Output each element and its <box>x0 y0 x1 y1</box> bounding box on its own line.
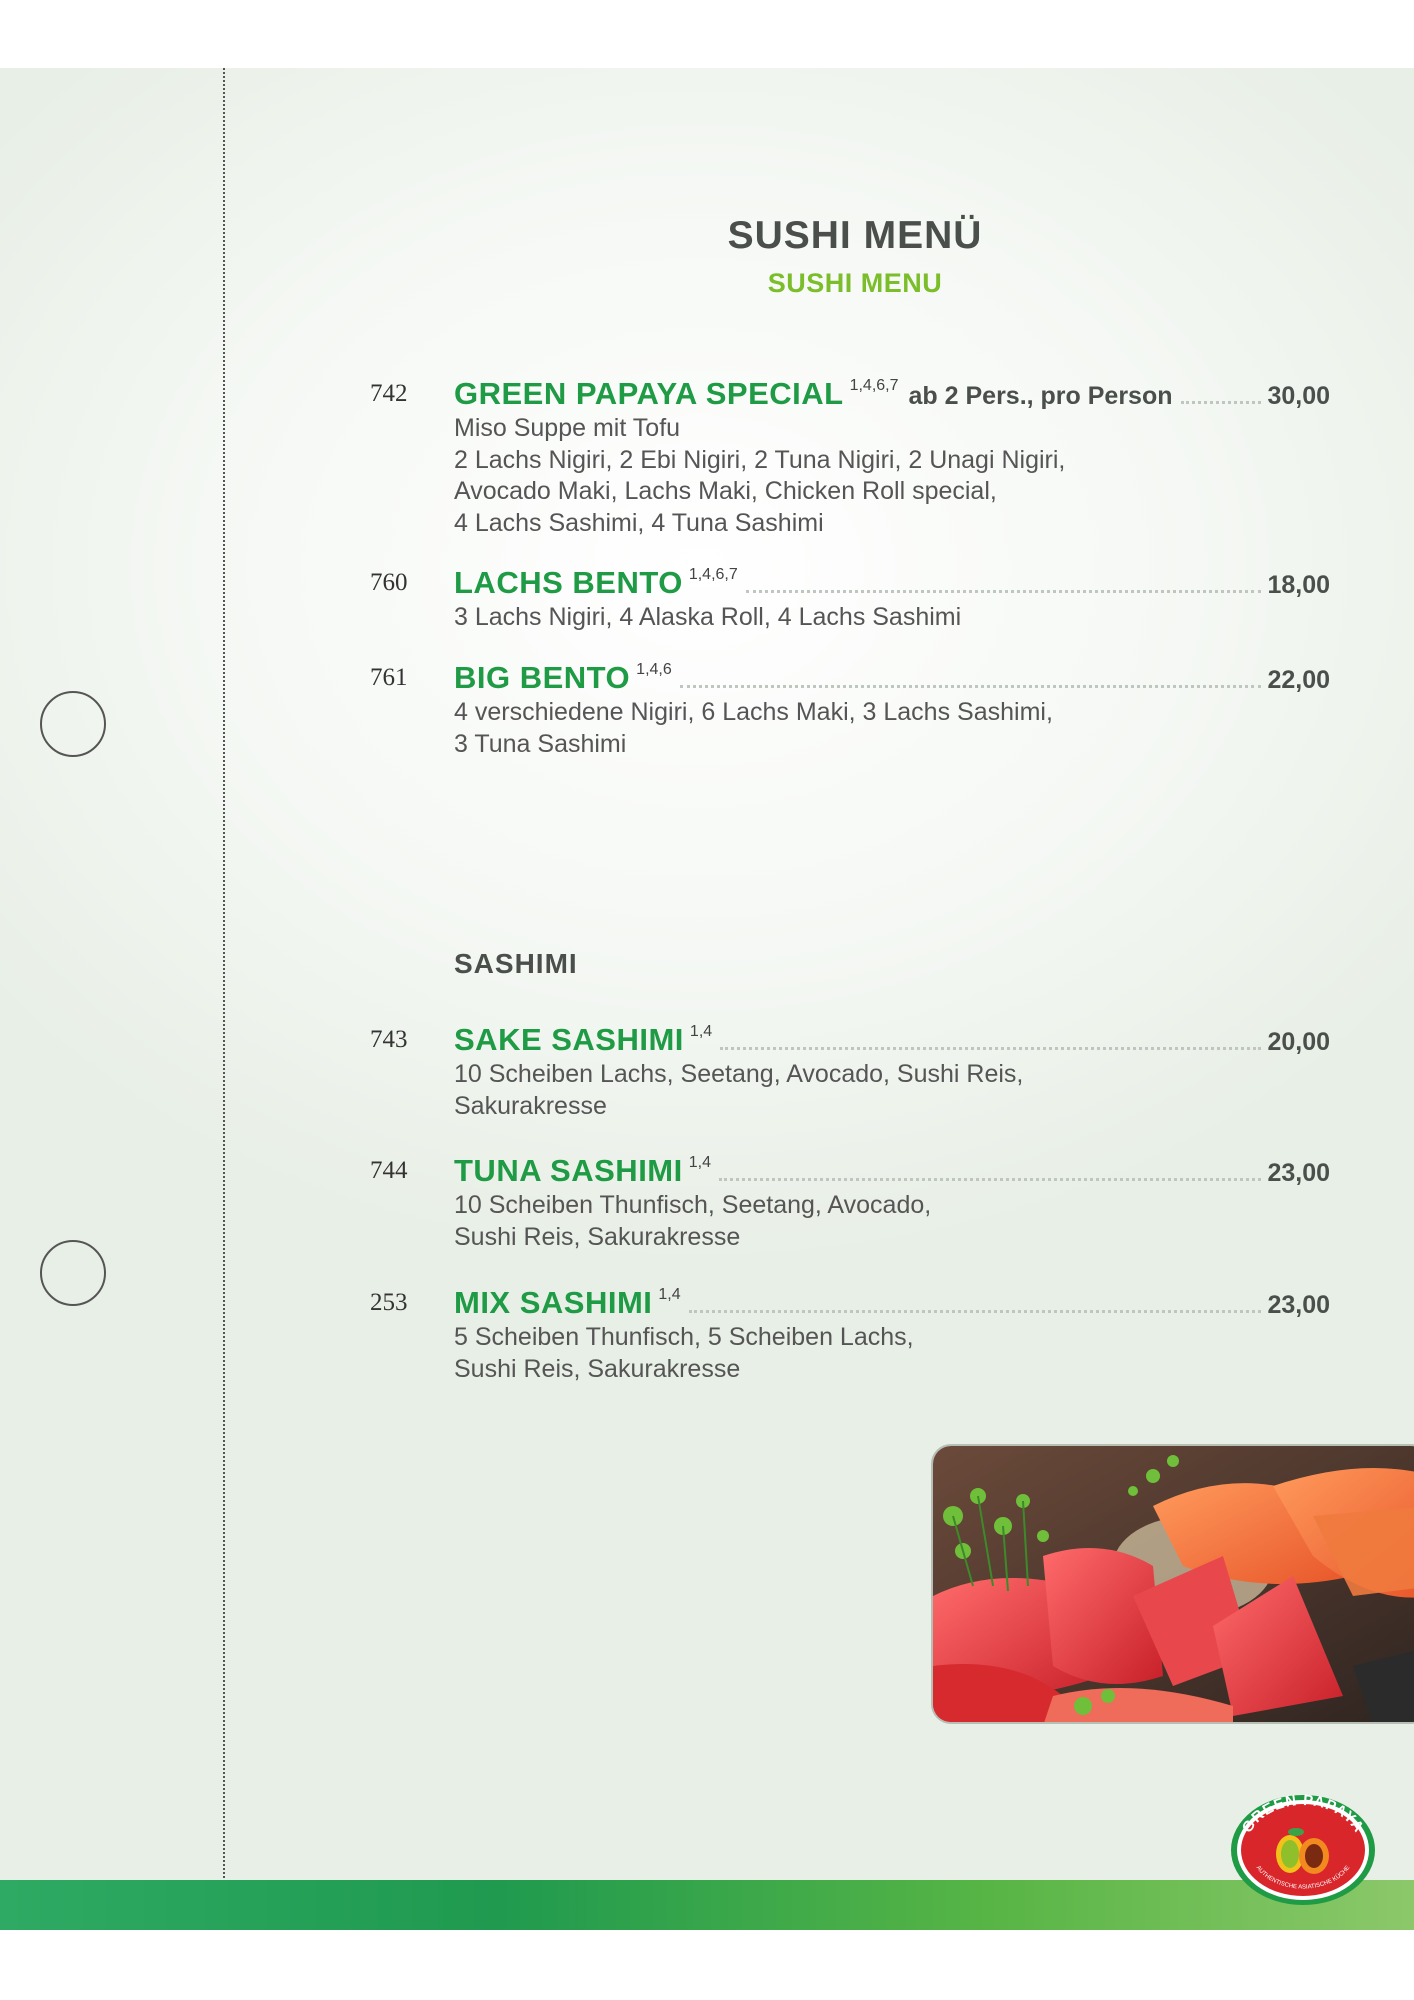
item-description: 10 Scheiben Lachs, Seetang, Avocado, Sushi Reis, Sakurakresse <box>454 1060 1024 1120</box>
item-number: 744 <box>370 1157 408 1184</box>
item-name: BIG BENTO <box>454 660 631 695</box>
footer-green-band <box>0 1880 1414 1930</box>
page-subtitle: SUSHI MENU <box>767 268 943 298</box>
item-description: 4 verschiedene Nigiri, 6 Lachs Maki, 3 Lachs Sashimi, 3 Tuna Sashimi <box>454 698 1053 758</box>
sashimi-photo <box>931 1444 1414 1724</box>
item-number: 742 <box>370 380 408 407</box>
item-description: 10 Scheiben Thunfisch, Seetang, Avocado, Sushi Reis, Sakurakresse <box>454 1191 932 1251</box>
leader-dots <box>1181 401 1262 404</box>
item-allergens: 1,4 <box>688 1154 711 1171</box>
green-papaya-logo <box>1228 1788 1378 1913</box>
logo-text-bottom: AUTHENTISCHE ASIATISCHE KÜCHE <box>1254 1865 1352 1891</box>
leader-dots <box>689 1310 1262 1313</box>
menu-page <box>0 68 1414 1930</box>
item-description: Miso Suppe mit Tofu 2 Lachs Nigiri, 2 Ebi Nigiri, 2 Tuna Nigiri, 2 Unagi Nigiri, Avocado Maki, Lachs Maki, Chicken Roll special, 4 Lachs Sashimi, 4 Tuna Sashimi <box>454 414 1066 537</box>
item-extra: ab 2 Pers., pro Person <box>908 382 1173 410</box>
punch-hole <box>40 691 106 757</box>
logo-text-top: GREEN PAPAYA <box>1238 1791 1368 1836</box>
item-allergens: 1,4 <box>658 1286 681 1303</box>
leader-dots <box>719 1178 1261 1181</box>
item-price: 23,00 <box>1267 1291 1330 1319</box>
item-name: MIX SASHIMI <box>454 1285 653 1320</box>
item-name: LACHS BENTO <box>454 565 683 600</box>
leader-dots <box>746 590 1262 593</box>
leader-dots <box>680 685 1262 688</box>
page-title: SUSHI MENÜ <box>727 214 983 257</box>
item-allergens: 1,4,6 <box>636 661 672 678</box>
item-price: 23,00 <box>1267 1159 1330 1187</box>
logo-emblem <box>1228 1788 1378 1908</box>
item-price: 30,00 <box>1267 382 1330 410</box>
item-description: 3 Lachs Nigiri, 4 Alaska Roll, 4 Lachs Sashimi <box>454 603 962 631</box>
item-name: GREEN PAPAYA SPECIAL <box>454 376 844 411</box>
item-allergens: 1,4 <box>689 1023 713 1040</box>
item-number: 743 <box>370 1026 408 1053</box>
item-price: 18,00 <box>1267 571 1330 599</box>
sashimi-photo-illustration <box>933 1446 1414 1724</box>
item-price: 20,00 <box>1267 1028 1330 1056</box>
item-allergens: 1,4,6,7 <box>849 377 899 394</box>
section-heading-sashimi: SASHIMI <box>454 948 578 979</box>
item-number: 761 <box>370 664 408 691</box>
punch-hole <box>40 1240 106 1306</box>
item-description: 5 Scheiben Thunfisch, 5 Scheiben Lachs, Sushi Reis, Sakurakresse <box>454 1323 914 1383</box>
item-price: 22,00 <box>1267 666 1330 694</box>
item-number: 760 <box>370 569 408 596</box>
item-name: TUNA SASHIMI <box>454 1153 683 1188</box>
binding-dotted-line <box>223 68 225 1930</box>
item-allergens: 1,4,6,7 <box>688 566 738 583</box>
leader-dots <box>720 1047 1261 1050</box>
item-number: 253 <box>370 1289 408 1316</box>
item-name: SAKE SASHIMI <box>454 1022 684 1057</box>
